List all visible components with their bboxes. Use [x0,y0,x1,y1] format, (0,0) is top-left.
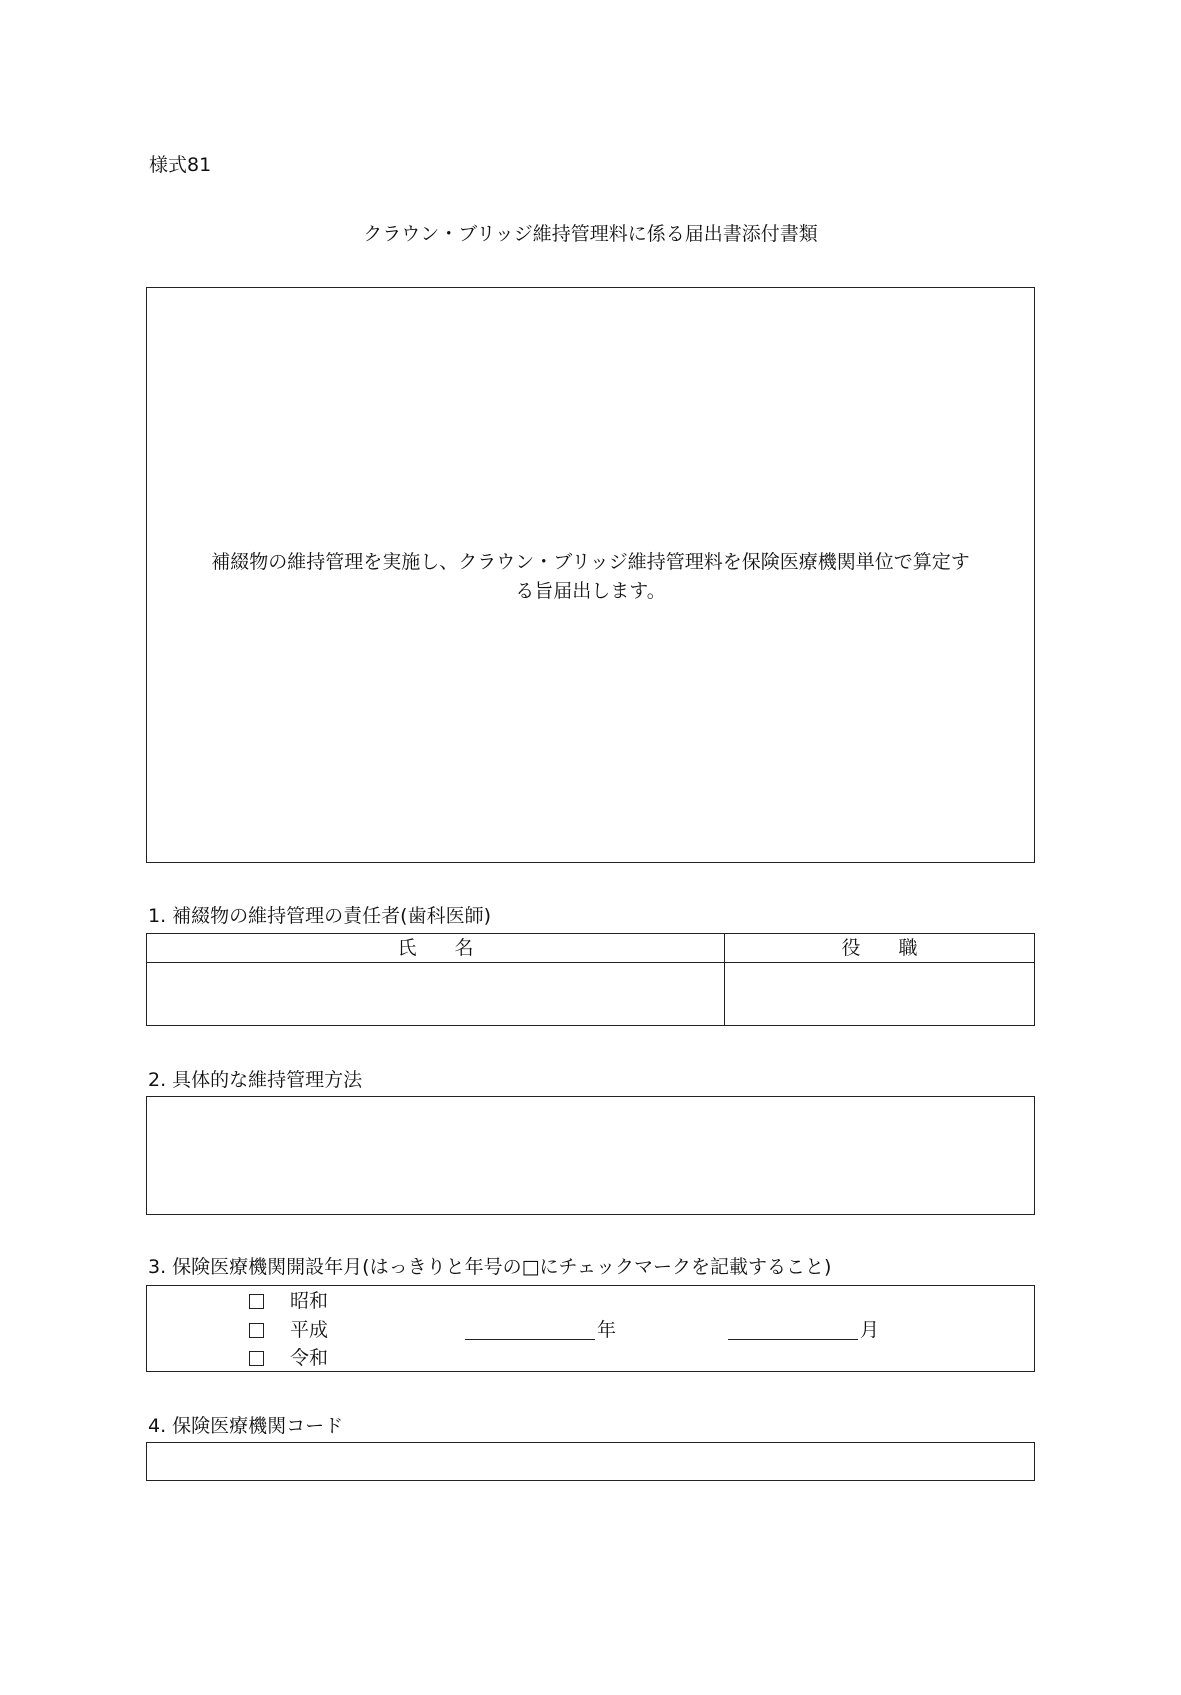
section1-heading: 1. 補綴物の維持管理の責任者(歯科医師) [148,905,491,927]
era-label-reiwa: 令和 [290,1347,329,1369]
column-header-position: 役 職 [841,937,918,959]
era-label-heisei: 平成 [290,1319,329,1341]
month-suffix: 月 [860,1319,880,1341]
era-checkbox-showa[interactable] [249,1294,264,1309]
month-field[interactable] [728,1319,858,1340]
document-title: クラウン・ブリッジ維持管理料に係る届出書添付書類 [363,223,818,245]
statement-line-2: る旨届出します。 [515,580,666,602]
section3-heading: 3. 保険医療機関開設年月(はっきりと年号の□にチェックマークを記載すること) [148,1256,832,1278]
institution-code-field[interactable] [146,1442,1035,1481]
maintenance-method-field[interactable] [146,1096,1035,1215]
name-field[interactable] [151,968,721,1022]
era-label-showa: 昭和 [290,1290,329,1312]
statement-line-1: 補綴物の維持管理を実施し、クラウン・ブリッジ維持管理料を保険医療機関単位で算定す [211,551,970,573]
year-field[interactable] [465,1319,595,1340]
section2-heading: 2. 具体的な維持管理方法 [148,1069,363,1091]
statement-box [146,287,1035,863]
form-number: 様式81 [149,154,212,176]
era-checkbox-reiwa[interactable] [249,1351,264,1366]
era-checkbox-heisei[interactable] [249,1323,264,1338]
section4-heading: 4. 保険医療機関コード [148,1415,344,1437]
column-header-name: 氏 名 [397,937,474,959]
position-field[interactable] [729,968,1029,1022]
establishment-date-box [146,1285,1035,1372]
year-suffix: 年 [597,1319,617,1341]
responsible-person-table [146,933,1035,1026]
